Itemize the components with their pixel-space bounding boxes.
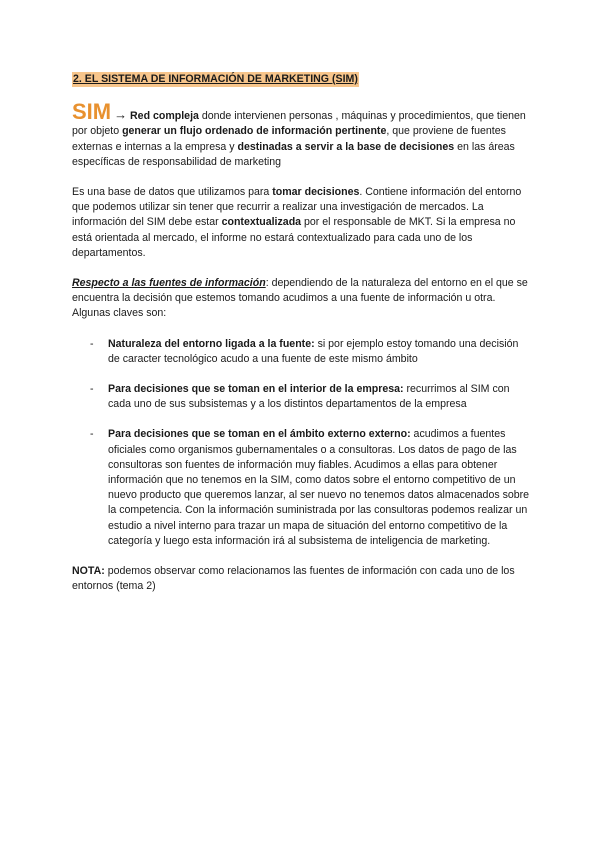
body-text: en las áreas específicas de responsabilidad de marketing bbox=[72, 140, 515, 168]
bold-text: contextualizada bbox=[221, 216, 302, 229]
list-item bbox=[72, 382, 530, 412]
bold-text: tomar decisiones bbox=[272, 186, 360, 199]
sim-title: SIM bbox=[72, 99, 112, 125]
nota-label: NOTA: bbox=[72, 565, 105, 578]
sources-list bbox=[72, 337, 530, 549]
list-item bbox=[72, 427, 530, 549]
database-paragraph bbox=[72, 185, 530, 261]
body-text: Es una base de datos que utilizamos para bbox=[72, 186, 273, 199]
bold-text: Naturaleza del entorno ligada a la fuente: bbox=[108, 337, 315, 350]
nota-paragraph bbox=[72, 564, 530, 594]
bullet-dash: - bbox=[90, 337, 94, 350]
body-text: si por ejemplo estoy tomando una decisión de caracter tecnológico acudo a una fuente de este mismo ámbito bbox=[108, 337, 519, 365]
body-text: acudimos a fuentes oficiales como organismos gubernamentales o a consultoras. Los datos de pago de las consultoras son fuentes de información muy fiables. Acudimos a ellas para obtener información que no tenemos en la SIM, como datos sobre el entorno competitivo de un nuevo producto que queremos lanzar, al ser nuevo no tenemos datos almacenados sobre la competencia. Con la información suministrada por las consultoras podemos realizar un estudio a nivel interno para trazar un mapa de situación del entorno competitivo de la categoría y luego esta información irá al subsistema de inteligencia de marketing. bbox=[108, 428, 530, 547]
sources-subheading: Respecto a las fuentes de información bbox=[72, 277, 266, 290]
bold-text: generar un flujo ordenado de información pertinente bbox=[122, 125, 387, 138]
body-text: : dependiendo de la naturaleza del entorno en el que se encuentra la decisión que estemos tomando acudimos a una fuente de información u otra. Algunas claves son: bbox=[72, 277, 528, 320]
list-item bbox=[72, 337, 530, 367]
body-text: . Contiene información del entorno que podemos utilizar sin tener que recurrir a realizar una investigación de mercados. La información del SIM debe estar bbox=[72, 186, 522, 229]
body-text: donde intervienen personas , máquinas y procedimientos, que tienen por objeto bbox=[72, 110, 526, 138]
document-body bbox=[72, 72, 530, 609]
arrow-icon: → bbox=[114, 107, 128, 123]
bold-text: Red compleja bbox=[130, 110, 199, 123]
body-text: por el responsable de MKT. Si la empresa no está orientada al mercado, el informe no estará contextualizado para cada uno de los departamentos. bbox=[72, 216, 516, 259]
sources-paragraph bbox=[72, 276, 530, 322]
sim-definition-paragraph bbox=[72, 101, 530, 170]
bold-text: Para decisiones que se toman en el interior de la empresa: bbox=[108, 383, 404, 396]
section-heading: 2. EL SISTEMA DE INFORMACIÓN DE MARKETING (SIM) bbox=[72, 72, 359, 87]
bullet-dash: - bbox=[90, 383, 94, 396]
bold-text: destinadas a servir a la base de decisiones bbox=[237, 140, 455, 153]
body-text: podemos observar como relacionamos las fuentes de información con cada uno de los entornos (tema 2) bbox=[72, 565, 515, 593]
bold-text: Para decisiones que se toman en el ámbito externo externo: bbox=[108, 428, 411, 441]
bullet-dash: - bbox=[90, 428, 94, 441]
body-text: recurrimos al SIM con cada uno de sus subsistemas y a los distintos departamentos de la empresa bbox=[108, 383, 510, 411]
body-text: , que proviene de fuentes externas e internas a la empresa y bbox=[72, 125, 506, 153]
